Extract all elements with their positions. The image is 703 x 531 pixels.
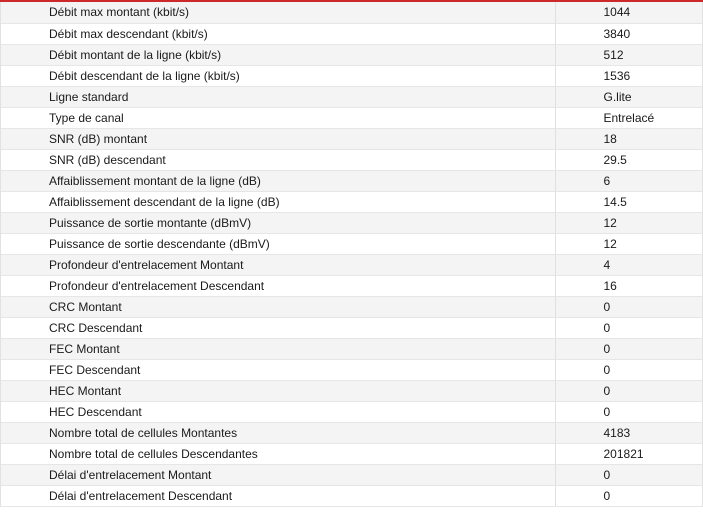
row-value: 0 <box>555 401 702 422</box>
row-label: CRC Montant <box>1 296 555 317</box>
row-value: 3840 <box>555 23 702 44</box>
row-label: FEC Descendant <box>1 359 555 380</box>
dsl-statistics-panel <box>0 2 703 507</box>
row-value: 12 <box>555 233 702 254</box>
row-value: 201821 <box>555 443 702 464</box>
row-value: 0 <box>555 359 702 380</box>
table-row <box>1 422 702 443</box>
row-label: HEC Descendant <box>1 401 555 422</box>
table-row <box>1 233 702 254</box>
row-label: Type de canal <box>1 107 555 128</box>
row-label: Débit montant de la ligne (kbit/s) <box>1 44 555 65</box>
row-value: 18 <box>555 128 702 149</box>
row-label: Débit descendant de la ligne (kbit/s) <box>1 65 555 86</box>
row-label: Nombre total de cellules Montantes <box>1 422 555 443</box>
table-row <box>1 359 702 380</box>
row-value: 0 <box>555 296 702 317</box>
table-row <box>1 65 702 86</box>
row-label: Débit max descendant (kbit/s) <box>1 23 555 44</box>
row-value: 0 <box>555 380 702 401</box>
row-label: Délai d'entrelacement Descendant <box>1 485 555 506</box>
row-label: Nombre total de cellules Descendantes <box>1 443 555 464</box>
table-row <box>1 275 702 296</box>
row-value: 0 <box>555 485 702 506</box>
row-label: FEC Montant <box>1 338 555 359</box>
row-label: HEC Montant <box>1 380 555 401</box>
table-row <box>1 212 702 233</box>
row-label: Profondeur d'entrelacement Montant <box>1 254 555 275</box>
table-row <box>1 44 702 65</box>
row-label: Affaiblissement montant de la ligne (dB) <box>1 170 555 191</box>
row-value: G.lite <box>555 86 702 107</box>
dsl-statistics-table-body <box>1 2 702 506</box>
table-row <box>1 485 702 506</box>
table-row <box>1 170 702 191</box>
table-row <box>1 23 702 44</box>
row-value: 0 <box>555 317 702 338</box>
row-value: 16 <box>555 275 702 296</box>
row-label: Affaiblissement descendant de la ligne (dB) <box>1 191 555 212</box>
row-value: 0 <box>555 464 702 485</box>
row-label: SNR (dB) descendant <box>1 149 555 170</box>
table-row <box>1 380 702 401</box>
row-value: 14.5 <box>555 191 702 212</box>
row-label: Débit max montant (kbit/s) <box>1 2 555 23</box>
row-value: 12 <box>555 212 702 233</box>
table-row <box>1 2 702 23</box>
table-row <box>1 86 702 107</box>
row-value: 6 <box>555 170 702 191</box>
table-row <box>1 464 702 485</box>
row-label: CRC Descendant <box>1 317 555 338</box>
row-value: 1044 <box>555 2 702 23</box>
row-value: 1536 <box>555 65 702 86</box>
table-row <box>1 107 702 128</box>
row-label: Puissance de sortie descendante (dBmV) <box>1 233 555 254</box>
table-row <box>1 401 702 422</box>
row-value: 4 <box>555 254 702 275</box>
row-value: Entrelacé <box>555 107 702 128</box>
table-row <box>1 254 702 275</box>
row-label: Ligne standard <box>1 86 555 107</box>
row-value: 512 <box>555 44 702 65</box>
row-label: Délai d'entrelacement Montant <box>1 464 555 485</box>
table-row <box>1 338 702 359</box>
row-value: 4183 <box>555 422 702 443</box>
row-value: 0 <box>555 338 702 359</box>
row-label: SNR (dB) montant <box>1 128 555 149</box>
row-value: 29.5 <box>555 149 702 170</box>
row-label: Profondeur d'entrelacement Descendant <box>1 275 555 296</box>
table-row <box>1 296 702 317</box>
table-row <box>1 128 702 149</box>
table-row <box>1 317 702 338</box>
dsl-statistics-table <box>1 2 702 507</box>
table-row <box>1 191 702 212</box>
table-row <box>1 443 702 464</box>
table-row <box>1 149 702 170</box>
row-label: Puissance de sortie montante (dBmV) <box>1 212 555 233</box>
